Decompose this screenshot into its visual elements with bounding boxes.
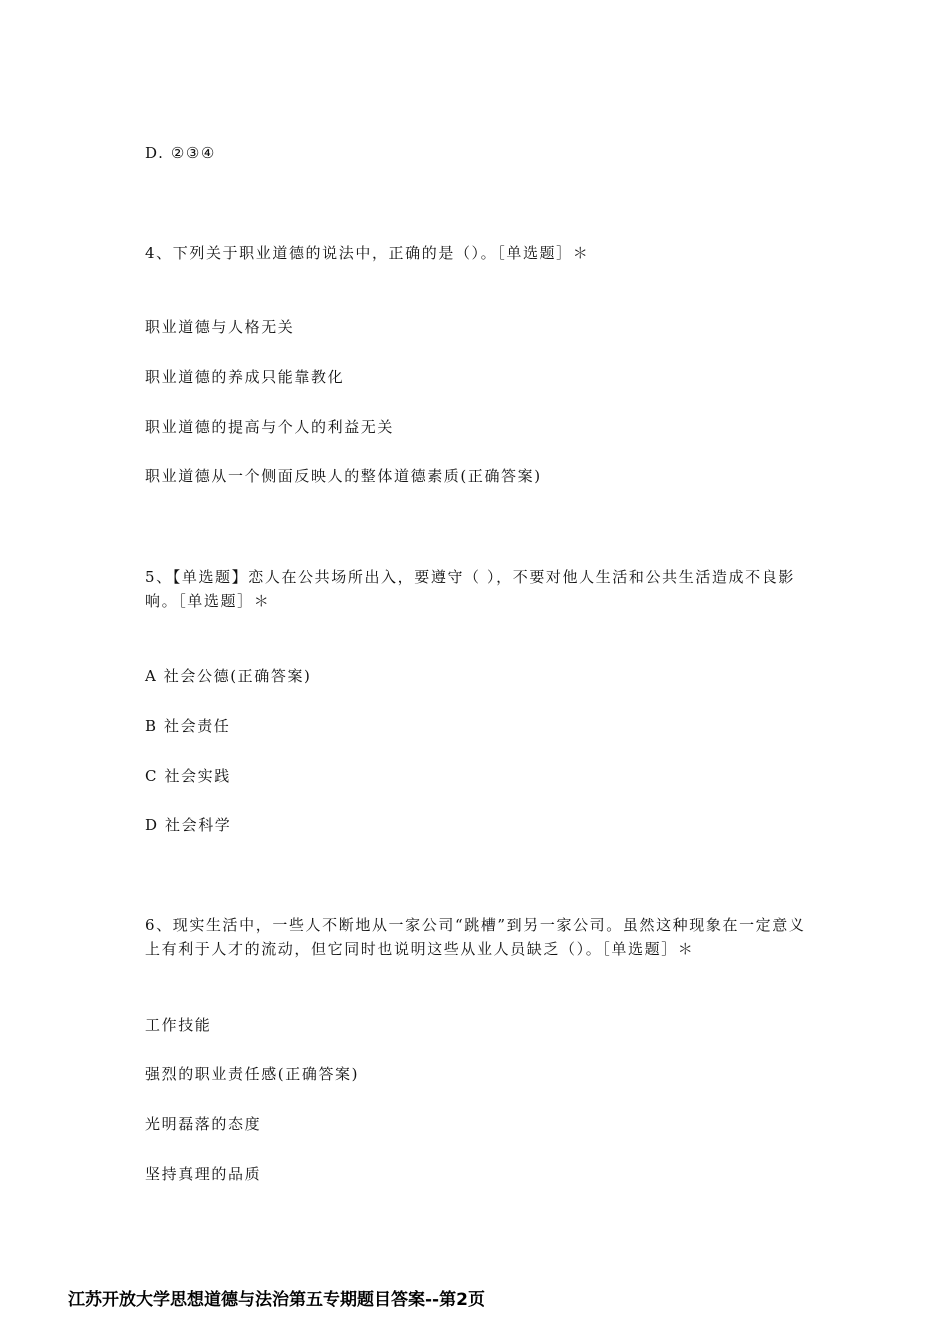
q6-option-3: 光明磊落的态度	[145, 1115, 262, 1133]
q3-option-d: D. ②③④	[145, 144, 216, 162]
q4-option-3: 职业道德的提高与个人的利益无关	[145, 418, 395, 436]
q6-option-4: 坚持真理的品质	[145, 1165, 262, 1183]
q4-option-1: 职业道德与人格无关	[145, 318, 295, 336]
q4-option-4: 职业道德从一个侧面反映人的整体道德素质(正确答案)	[145, 467, 542, 485]
q5-question: 5、【单选题】恋人在公共场所出入，要遵守（ ），不要对他人生活和公共生活造成不良影响。［单选题］＊	[145, 568, 795, 610]
q6-option-1: 工作技能	[145, 1016, 212, 1034]
q6-question: 6、现实生活中，一些人不断地从一家公司“跳槽”到另一家公司。虽然这种现象在一定意义上有利于人才的流动，但它同时也说明这些从业人员缺乏（）。［单选题］＊	[145, 916, 806, 958]
q6-option-2: 强烈的职业责任感(正确答案)	[145, 1065, 360, 1083]
q4-question: 4、下列关于职业道德的说法中，正确的是（）。［单选题］＊	[145, 244, 590, 262]
q5-option-b: B 社会责任	[145, 717, 231, 735]
q5-option-c: C 社会实践	[145, 767, 231, 785]
page-footer: 江苏开放大学思想道德与法治第五专期题目答案--第2页	[68, 1290, 485, 1310]
q5-option-a: A 社会公德(正确答案)	[145, 667, 312, 685]
q4-option-2: 职业道德的养成只能靠教化	[145, 368, 345, 386]
q5-option-d: D 社会科学	[145, 816, 232, 834]
